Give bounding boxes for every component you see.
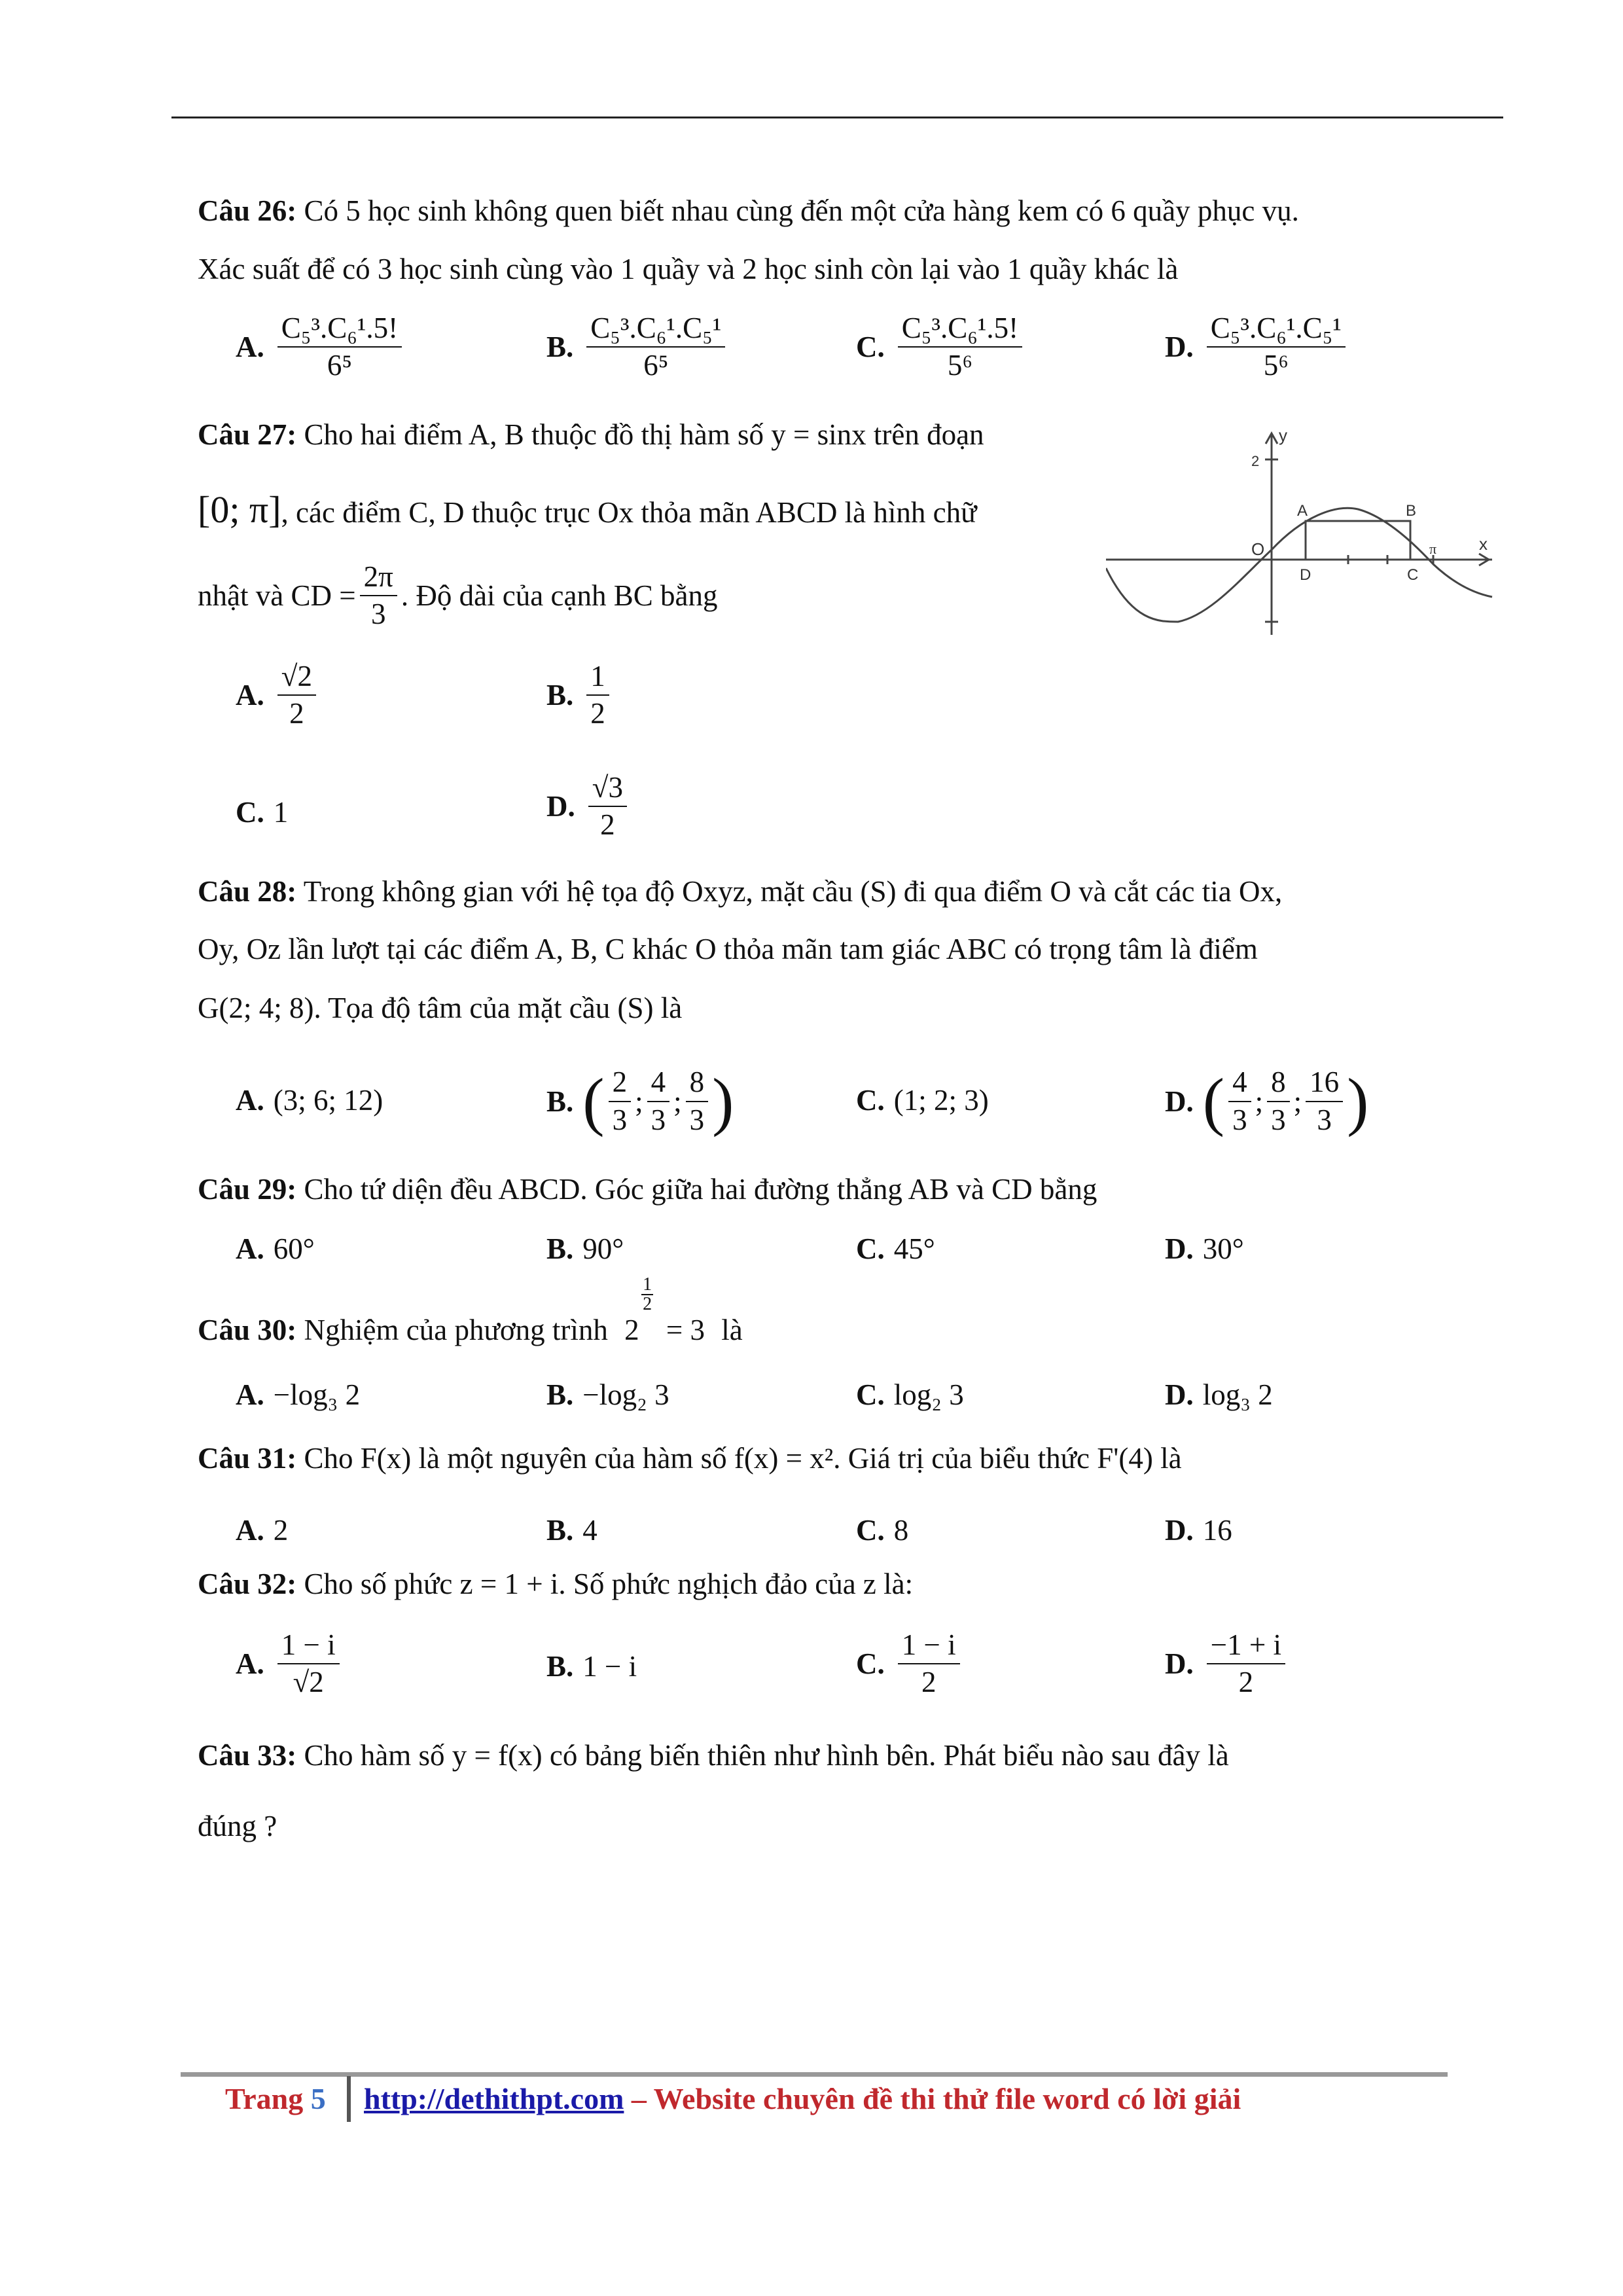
option-label: C. — [856, 1084, 885, 1117]
question-26-option-a[interactable] — [236, 313, 406, 382]
option-label: B. — [546, 1378, 574, 1411]
question-31-option-c[interactable] — [856, 1513, 908, 1547]
question-29-option-c[interactable] — [856, 1232, 935, 1266]
header-rule — [171, 117, 1503, 118]
option-label: C. — [236, 796, 264, 829]
question-26-text-1: Có 5 học sinh không quen biết nhau cùng đến một cửa hàng kem có 6 quầy phục vụ. — [304, 194, 1299, 227]
question-29-label: Câu 29: — [198, 1173, 297, 1206]
denominator: 2 — [590, 697, 605, 730]
question-32-line1 — [198, 1570, 913, 1599]
option-label: B. — [546, 1232, 574, 1265]
option-label: C. — [856, 1647, 885, 1681]
question-32-option-b[interactable] — [546, 1649, 637, 1683]
question-26-option-c[interactable] — [856, 313, 1026, 382]
option-value: (1; 2; 3) — [893, 1084, 989, 1117]
question-32-option-a[interactable] — [236, 1630, 344, 1698]
option-value: log₃ 2 — [1202, 1378, 1273, 1411]
numerator: 16 — [1306, 1067, 1343, 1102]
numerator: 8 — [686, 1067, 709, 1102]
sine-graph — [1106, 425, 1499, 641]
question-27-text-3a: nhật và CD = — [198, 579, 356, 612]
denominator: 2 — [289, 697, 304, 730]
question-31-option-b[interactable] — [546, 1513, 597, 1547]
numerator: √3 — [588, 772, 627, 807]
coord-fraction — [1267, 1067, 1290, 1136]
question-27-option-c[interactable] — [236, 795, 288, 829]
option-label: B. — [546, 1085, 574, 1118]
denominator: 6⁵ — [327, 349, 353, 382]
question-30-option-d[interactable] — [1165, 1378, 1273, 1412]
denominator: 5⁶ — [1263, 349, 1289, 382]
question-30-text-1: Nghiệm của phương trình — [304, 1314, 608, 1346]
question-31-line1 — [198, 1444, 1182, 1473]
cd-fraction — [360, 562, 397, 630]
denominator: 2 — [1238, 1666, 1254, 1699]
denominator: 3 — [1232, 1103, 1247, 1136]
question-28-text-1: Trong không gian với hệ tọa độ Oxyz, mặt cầu (S) đi qua điểm O và cắt các tia Ox, — [303, 875, 1283, 908]
sine-curve — [1106, 508, 1492, 622]
denominator: 3 — [612, 1103, 628, 1136]
equation-rhs: = 3 — [666, 1314, 705, 1346]
option-value: 1 — [273, 796, 289, 829]
option-label: A. — [236, 1647, 264, 1681]
option-value: log₂ 3 — [893, 1378, 964, 1411]
option-label: B. — [546, 679, 574, 712]
graph-point-c: C — [1407, 566, 1419, 584]
option-value: 30° — [1202, 1232, 1244, 1265]
question-26-option-d[interactable] — [1165, 313, 1349, 382]
option-label: C. — [856, 1378, 885, 1411]
option-value: 2 — [273, 1514, 289, 1547]
option-label: D. — [1165, 1647, 1194, 1681]
question-27-text-3b: . Độ dài của cạnh BC bằng — [401, 579, 718, 612]
question-32-option-d[interactable] — [1165, 1630, 1289, 1698]
option-fraction — [898, 1630, 960, 1698]
option-label: B. — [546, 1514, 574, 1547]
paren-close: ) — [712, 1065, 734, 1138]
option-fraction — [586, 313, 725, 382]
equation — [624, 1274, 712, 1346]
denominator: 3 — [651, 1103, 666, 1136]
numerator: 1 — [586, 661, 609, 696]
question-27-text-1: Cho hai điểm A, B thuộc đồ thị hàm số y = sinx trên đoạn — [304, 418, 984, 451]
question-27-label: Câu 27: — [198, 418, 297, 451]
option-label: B. — [546, 1650, 574, 1683]
question-29-option-d[interactable] — [1165, 1232, 1244, 1266]
graph-point-d: D — [1300, 566, 1311, 584]
numerator: 8 — [1267, 1067, 1290, 1102]
question-29-option-b[interactable] — [546, 1232, 624, 1266]
option-fraction — [588, 772, 627, 841]
exponent-fraction — [641, 1276, 653, 1314]
footer-page-label: Trang — [225, 2082, 311, 2115]
numerator: 4 — [647, 1067, 670, 1102]
question-32-option-c[interactable] — [856, 1630, 964, 1698]
denominator: 3 — [1271, 1103, 1286, 1136]
question-30-tail: là — [721, 1314, 743, 1346]
question-30-option-b[interactable] — [546, 1378, 669, 1412]
coord-fraction — [1228, 1067, 1251, 1136]
option-fraction — [586, 661, 609, 730]
numerator: −1 + i — [1207, 1630, 1285, 1664]
question-27-text-2: , các điểm C, D thuộc trục Ox thỏa mãn ABCD là hình chữ — [281, 496, 977, 529]
footer-link[interactable]: http://dethithpt.com — [364, 2082, 624, 2115]
question-28-option-a[interactable] — [236, 1083, 383, 1117]
question-31-option-d[interactable] — [1165, 1513, 1232, 1547]
numerator: 1 − i — [898, 1630, 960, 1664]
numerator: C₅³.C₆¹.5! — [898, 313, 1022, 348]
question-28-label: Câu 28: — [198, 875, 297, 908]
question-26-option-b[interactable] — [546, 313, 729, 382]
option-value: 16 — [1202, 1514, 1232, 1547]
question-31-label: Câu 31: — [198, 1442, 297, 1475]
option-label: A. — [236, 1084, 264, 1117]
question-27-line2 — [198, 488, 977, 531]
denominator: √2 — [293, 1666, 324, 1699]
graph-origin-label: O — [1251, 539, 1265, 559]
question-27-interval: [0; π] — [198, 488, 281, 531]
option-value: −log₃ 2 — [273, 1378, 361, 1411]
option-label: D. — [1165, 1514, 1194, 1547]
option-value: 45° — [893, 1232, 935, 1265]
numerator: 2π — [360, 562, 397, 596]
coord-fraction — [1306, 1067, 1343, 1136]
option-label: D. — [1165, 331, 1194, 364]
denominator: 5⁶ — [947, 349, 973, 382]
question-28-option-b[interactable]: B. ( $\frac{2}{3}$ ; $\frac{4}{3}$ ; $\frac{8}{3}$ ) — [546, 1065, 734, 1138]
question-26-text-2: Xác suất để có 3 học sinh cùng vào 1 quầy và 2 học sinh còn lại vào 1 quầy khác là — [198, 253, 1179, 285]
graph-y-label: y — [1279, 425, 1287, 445]
question-33-line1 — [198, 1741, 1229, 1770]
graph-pi-label: π — [1429, 541, 1437, 557]
question-29-option-a[interactable] — [236, 1232, 315, 1266]
paren-open: ( — [582, 1065, 605, 1138]
numerator: √2 — [277, 661, 316, 696]
question-27-option-b[interactable] — [546, 661, 613, 730]
numerator: C₅³.C₆¹.5! — [277, 313, 402, 348]
question-31-text-1: Cho F(x) là một nguyên của hàm số f(x) = x². Giá trị của biểu thức F'(4) là — [304, 1442, 1182, 1475]
denominator: 6⁵ — [643, 349, 669, 382]
question-30-label: Câu 30: — [198, 1314, 297, 1346]
option-value: 4 — [582, 1514, 597, 1547]
option-value: (3; 6; 12) — [273, 1084, 383, 1117]
option-label: D. — [1165, 1085, 1194, 1118]
footer-text — [364, 2081, 1241, 2116]
option-label: C. — [856, 1514, 885, 1547]
question-26-label: Câu 26: — [198, 194, 297, 227]
graph-y-tick-label: 2 — [1251, 453, 1260, 469]
denominator: 3 — [689, 1103, 705, 1136]
option-fraction — [1207, 1630, 1285, 1698]
numerator: 4 — [1228, 1067, 1251, 1102]
question-32-label: Câu 32: — [198, 1568, 297, 1600]
denominator: 3 — [370, 598, 386, 631]
option-fraction — [277, 1630, 340, 1698]
denominator: 2 — [600, 808, 615, 842]
coord-fraction — [609, 1067, 632, 1136]
question-33-label: Câu 33: — [198, 1739, 297, 1772]
question-29-text-1: Cho tứ diện đều ABCD. Góc giữa hai đường thẳng AB và CD bằng — [304, 1173, 1097, 1206]
question-27-option-d[interactable] — [546, 772, 631, 841]
numerator: 1 — [643, 1274, 652, 1295]
option-value: 8 — [893, 1514, 909, 1547]
question-27-line3 — [198, 562, 717, 630]
option-fraction — [277, 313, 402, 382]
numerator: 2 — [609, 1067, 632, 1102]
question-30-option-a[interactable] — [236, 1378, 360, 1412]
question-28-text-2: Oy, Oz lần lượt tại các điểm A, B, C khác O thỏa mãn tam giác ABC có trọng tâm là điểm — [198, 933, 1258, 965]
rectangle-abcd — [1306, 521, 1410, 560]
option-value: −log₂ 3 — [582, 1378, 669, 1411]
question-33-text-1: Cho hàm số y = f(x) có bảng biến thiên như hình bên. Phát biểu nào sau đây là — [304, 1739, 1229, 1772]
equation-base: 2 — [624, 1314, 639, 1346]
question-28-text-3: G(2; 4; 8). Tọa độ tâm của mặt cầu (S) là — [198, 992, 683, 1024]
numerator: 1 − i — [277, 1630, 340, 1664]
footer-separator — [347, 2076, 351, 2122]
coord-fraction — [686, 1067, 709, 1136]
option-label: A. — [236, 679, 264, 712]
option-value: 90° — [582, 1232, 624, 1265]
option-label: D. — [1165, 1378, 1194, 1411]
option-label: B. — [546, 331, 574, 364]
option-label: A. — [236, 331, 264, 364]
footer-page-number: 5 — [310, 2082, 326, 2115]
option-fraction — [898, 313, 1022, 382]
numerator: C₅³.C₆¹.C₅¹ — [586, 313, 725, 348]
option-label: A. — [236, 1232, 264, 1265]
question-29-line1 — [198, 1175, 1097, 1204]
option-label: A. — [236, 1514, 264, 1547]
option-label: D. — [546, 790, 575, 823]
coord-fraction — [647, 1067, 670, 1136]
numerator: C₅³.C₆¹.C₅¹ — [1207, 313, 1346, 348]
option-label: C. — [856, 1232, 885, 1265]
question-27-line1 — [198, 420, 984, 450]
denominator: 2 — [921, 1666, 936, 1699]
graph-x-label: x — [1479, 534, 1488, 554]
option-label: A. — [236, 1378, 264, 1411]
question-28-option-c[interactable] — [856, 1083, 989, 1117]
question-30-line1 — [198, 1274, 743, 1346]
footer-rule — [181, 2072, 1448, 2077]
option-fraction — [277, 661, 316, 730]
question-33-text-2: đúng ? — [198, 1810, 277, 1842]
graph-point-b: B — [1406, 502, 1417, 520]
option-label: D. — [1165, 1232, 1194, 1265]
question-31-option-a[interactable] — [236, 1513, 288, 1547]
footer-tagline: – Website chuyên đề thi thử file word có lời giải — [624, 2082, 1241, 2115]
denominator: 2 — [643, 1294, 652, 1314]
paren-open: ( — [1202, 1065, 1225, 1138]
option-fraction — [1207, 313, 1346, 382]
denominator: 3 — [1317, 1103, 1332, 1136]
paren-close: ) — [1347, 1065, 1369, 1138]
question-26-line1 — [198, 196, 1299, 226]
graph-point-a: A — [1297, 502, 1308, 520]
question-27-option-a[interactable] — [236, 661, 320, 730]
question-32-text-1: Cho số phức z = 1 + i. Số phức nghịch đảo của z là: — [304, 1568, 914, 1600]
option-value: 1 − i — [582, 1650, 637, 1683]
question-28-line1 — [198, 877, 1282, 906]
option-value: 60° — [273, 1232, 315, 1265]
footer-page — [225, 2081, 326, 2116]
question-28-option-d[interactable]: D. ( $\frac{4}{3}$ ; $\frac{8}{3}$ ; $\frac{16}{3}$ ) — [1165, 1065, 1369, 1138]
option-label: C. — [856, 331, 885, 364]
question-30-option-c[interactable] — [856, 1378, 964, 1412]
